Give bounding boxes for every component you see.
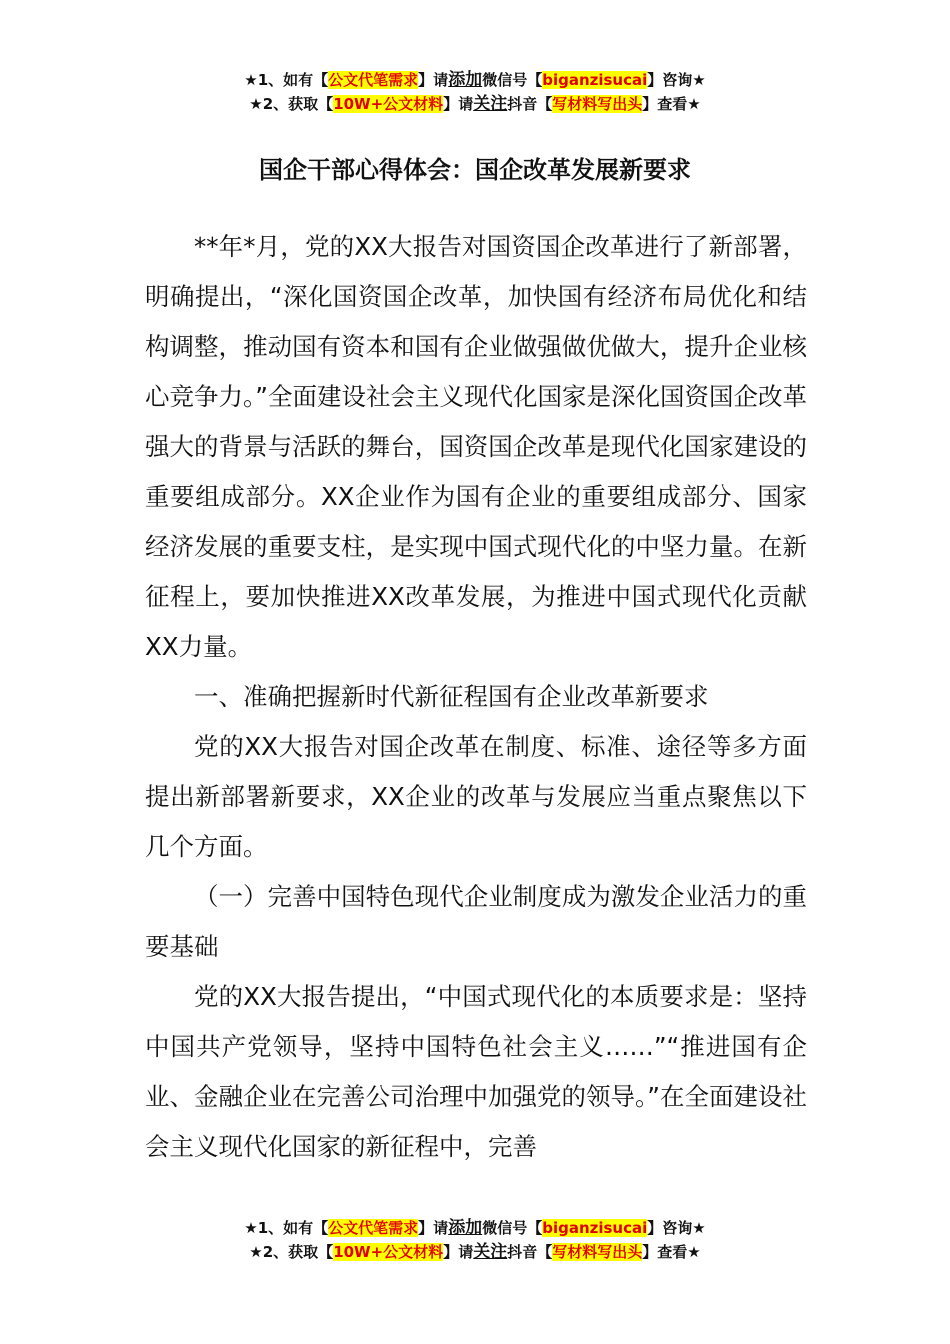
- banner-text: 】请: [418, 71, 449, 89]
- banner-line-2: [0, 1240, 950, 1264]
- bottom-banner: [0, 1216, 950, 1264]
- banner-text: 】请: [418, 1219, 449, 1237]
- banner-text: ★2、获取【: [249, 95, 334, 113]
- document-body: [145, 222, 807, 1172]
- banner-line-2: [0, 92, 950, 116]
- subsection-heading-1: （一）完善中国特色现代企业制度成为激发企业活力的重要基础: [145, 882, 807, 961]
- banner-text: 】请: [443, 95, 474, 113]
- highlight-wechat-id: biganzisucai: [542, 1219, 648, 1237]
- banner-emphasis: 关注: [473, 94, 508, 114]
- banner-text: 】查看★: [642, 1243, 701, 1261]
- highlight-service: 公文代笔需求: [328, 1219, 419, 1237]
- banner-text: 】查看★: [642, 95, 701, 113]
- highlight-douyin: 写材料写出头: [552, 1243, 643, 1261]
- banner-text: ★1、如有【: [244, 1219, 329, 1237]
- paragraph-section-1: 党的XX大报告对国企改革在制度、标准、途径等多方面提出新部署新要求，XX企业的改革与发展应当重点聚焦以下几个方面。: [145, 732, 807, 861]
- highlight-materials: 10W+公文材料: [333, 1243, 444, 1261]
- section-heading-1: 一、准确把握新时代新征程国有企业改革新要求: [194, 682, 709, 711]
- banner-text: ★1、如有【: [244, 71, 329, 89]
- paragraph-intro: **年*月，党的XX大报告对国资国企改革进行了新部署，明确提出，“深化国资国企改革，加快国有经济布局优化和结构调整，推动国有资本和国有企业做强做优做大，提升企业核心竞争力。”全面建设社会主义现代化国家是深化国资国企改革强大的背景与活跃的舞台，国资国企改革是现代化国家建设的重要组成部分。XX企业作为国有企业的重要组成部分、国家经济发展的重要支柱，是实现中国式现代化的中坚力量。在新征程上，要加快推进XX改革发展，为推进中国式现代化贡献XX力量。: [145, 232, 807, 661]
- banner-text: ★2、获取【: [249, 1243, 334, 1261]
- document-title: 国企干部心得体会：国企改革发展新要求: [259, 156, 691, 184]
- banner-text: 抖音【: [507, 95, 553, 113]
- banner-line-1: [0, 1216, 950, 1240]
- highlight-douyin: 写材料写出头: [552, 95, 643, 113]
- banner-text: 微信号【: [482, 71, 543, 89]
- banner-emphasis: 添加: [448, 1218, 483, 1238]
- banner-text: 微信号【: [482, 1219, 543, 1237]
- top-banner: [0, 68, 950, 116]
- highlight-service: 公文代笔需求: [328, 71, 419, 89]
- banner-emphasis: 关注: [473, 1242, 508, 1262]
- banner-text: 抖音【: [507, 1243, 553, 1261]
- banner-text: 】咨询★: [647, 71, 706, 89]
- paragraph-subsection-1: 党的XX大报告提出，“中国式现代化的本质要求是：坚持中国共产党领导，坚持中国特色社会主义……”“推进国有企业、金融企业在完善公司治理中加强党的领导。”在全面建设社会主义现代化国家的新征程中，完善: [145, 982, 807, 1161]
- banner-emphasis: 添加: [448, 70, 483, 90]
- highlight-materials: 10W+公文材料: [333, 95, 444, 113]
- highlight-wechat-id: biganzisucai: [542, 71, 648, 89]
- banner-line-1: [0, 68, 950, 92]
- banner-text: 】请: [443, 1243, 474, 1261]
- banner-text: 】咨询★: [647, 1219, 706, 1237]
